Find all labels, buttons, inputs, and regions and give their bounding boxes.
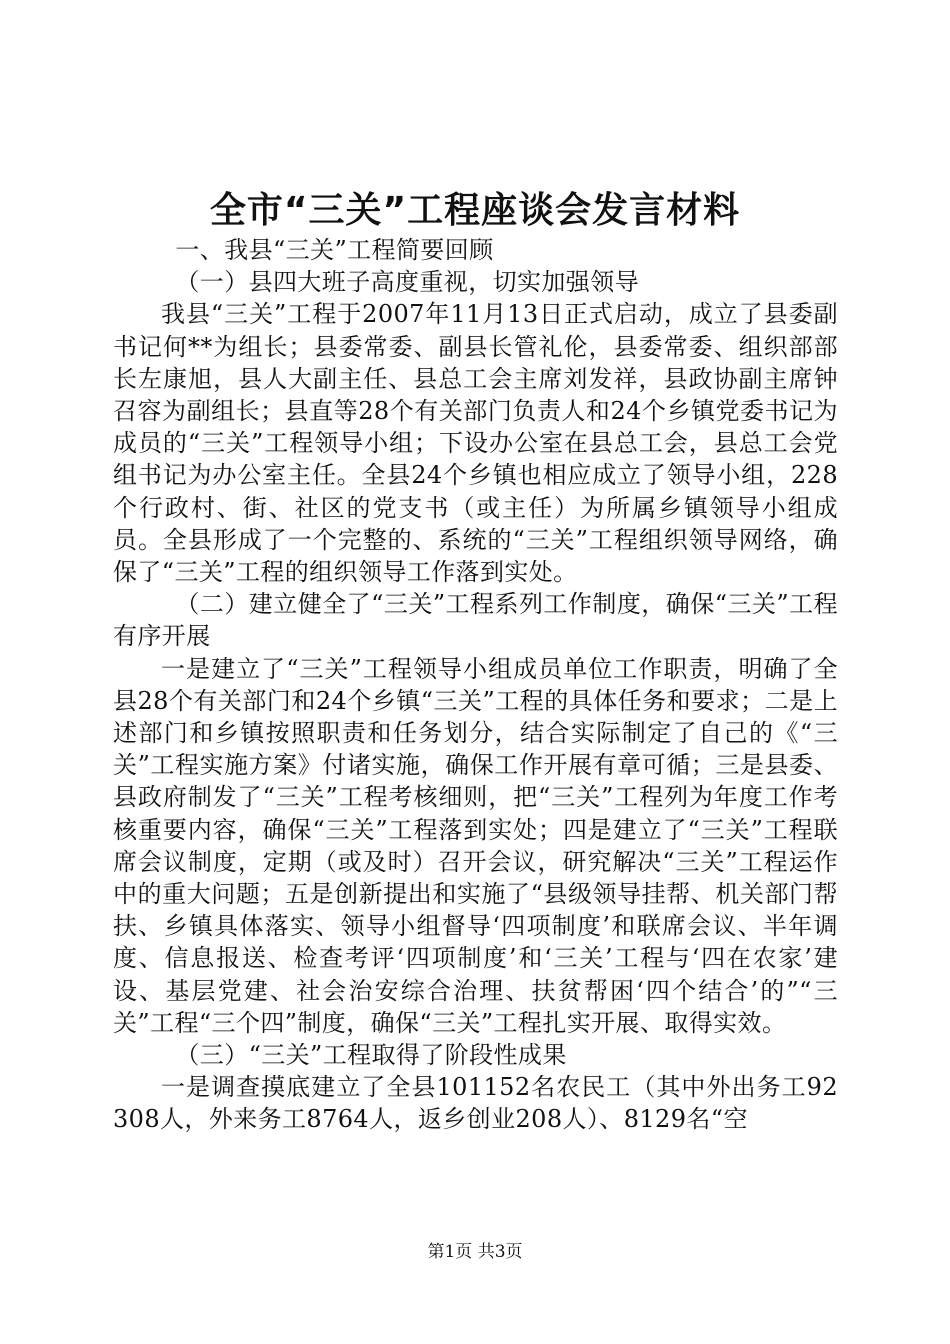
document-title: 全市“三关”工程座谈会发言材料 (209, 190, 741, 231)
subsection-heading-2: （二）建立健全了“三关”工程系列工作制度，确保“三关”工程有序开展 (113, 590, 838, 651)
page-footer: 第1页 共3页 (427, 1242, 523, 1262)
document-body (113, 234, 838, 1136)
body-paragraph: 一是建立了“三关”工程领导小组成员单位工作职责，明确了全县28个有关部门和24个乡镇“三关”工程的具体任务和要求；二是上述部门和乡镇按照职责和任务划分，结合实际制定了自己的《“三关”工程实施方案》付诸实施，确保工作开展有章可循；三是县委、县政府制发了“三关”工程考核细则，把“三关”工程列为年度工作考核重要内容，确保“三关”工程落到实处；四是建立了“三关”工程联席会议制度，定期（或及时）召开会议，研究解决“三关”工程运作中的重大问题；五是创新提出和实施了“县级领导挂帮、机关部门帮扶、乡镇具体落实、领导小组督导‘四项制度’和联席会议、半年调度、信息报送、检查考评‘四项制度’和‘三关’工程与‘四在农家’建设、基层党建、社会治安综合治理、扶贫帮困‘四个结合’的”“三关”工程“三个四”制度，确保“三关”工程扎实开展、取得实效。 (113, 654, 838, 1037)
section-heading-1: 一、我县“三关”工程简要回顾 (175, 236, 494, 264)
body-paragraph: 一是调查摸底建立了全县101152名农民工（其中外出务工92308人，外来务工8764人，返乡创业208人）、8129名“空 (113, 1073, 838, 1134)
body-paragraph: 我县“三关”工程于2007年11月13日正式启动，成立了县委副书记何**为组长；县委常委、副县长管礼伦，县委常委、组织部部长左康旭，县人大副主任、县总工会主席刘发祥，县政协副主席钟召容为副组长；县直等28个有关部门负责人和24个乡镇党委书记为成员的“三关”工程领导小组；下设办公室在县总工会，县总工会党组书记为办公室主任。全县24个乡镇也相应成立了领导小组，228个行政村、街、社区的党支书（或主任）为所属乡镇领导小组成员。全县形成了一个完整的、系统的“三关”工程组织领导网络，确保了“三关”工程的组织领导工作落到实处。 (113, 300, 838, 587)
subsection-heading-3: （三）“三关”工程取得了阶段性成果 (175, 1041, 567, 1070)
subsection-heading-1: （一）县四大班子高度重视，切实加强领导 (175, 268, 639, 297)
